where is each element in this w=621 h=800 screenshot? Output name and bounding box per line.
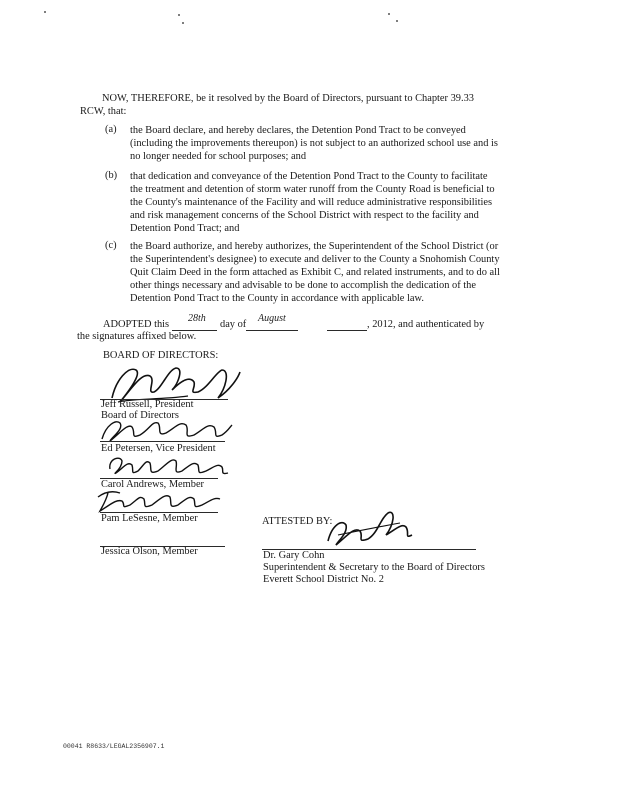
scan-mark <box>44 11 46 13</box>
resolution-item-b <box>130 170 510 236</box>
attest-label: ATTESTED BY: <box>262 516 333 527</box>
scan-mark <box>182 22 184 24</box>
member-name: Pam LeSesne, Member <box>101 513 198 524</box>
adopted-year: , 2012, and authenticated by <box>367 319 485 330</box>
item-letter: (b) <box>105 170 118 181</box>
item-line: (including the improvements thereupon) is not subject to an authorized school use and is <box>130 138 498 150</box>
scan-mark <box>178 14 180 16</box>
item-line: Detention Pond Tract; and <box>130 223 240 235</box>
adopted-prefix: ADOPTED this <box>103 319 170 330</box>
attest-title: Superintendent & Secretary to the Board of Directors <box>263 562 485 573</box>
item-letter: (c) <box>105 240 117 251</box>
member-name: Carol Andrews, Member <box>101 479 205 490</box>
adopted-month: August <box>258 313 286 324</box>
item-line: the Board authorize, and hereby authorizes, the Superintendent of the School District (or <box>130 241 499 252</box>
adopted-day: 28th <box>188 313 206 324</box>
item-line: that dedication and conveyance of the Detention Pond Tract to the County to facilitate <box>130 171 488 182</box>
item-line: no longer needed for school purposes; and <box>130 151 307 163</box>
resolution-intro <box>80 92 550 118</box>
scan-mark <box>396 20 398 22</box>
signature-line <box>100 441 225 442</box>
member-name: Jessica Olson, Member <box>101 546 198 557</box>
resolution-item-c <box>130 240 510 306</box>
intro-line: RCW, that: <box>80 106 127 118</box>
item-line: Detention Pond Tract to the County in accordance with applicable law. <box>130 293 424 305</box>
resolution-item-a <box>130 124 510 163</box>
intro-line: NOW, THEREFORE, be it resolved by the Board of Directors, pursuant to Chapter 39.33 <box>102 93 474 104</box>
board-heading: BOARD OF DIRECTORS: <box>103 350 219 361</box>
month-blank <box>246 330 298 331</box>
item-line: the Board declare, and hereby declares, the Detention Pond Tract to be conveyed <box>130 125 466 136</box>
signature-andrews <box>102 451 237 481</box>
item-line: and risk management concerns of the School District with respect to the facility and <box>130 210 479 222</box>
item-line: the treatment and detention of storm water runoff from the County Road is beneficial to <box>130 184 495 196</box>
attest-district: Everett School District No. 2 <box>263 574 384 585</box>
item-line: the County's maintenance of the Facility and will reduce administrative responsibilities <box>130 197 492 209</box>
footer-doc-code: 00041 R8633/LEGAL2356907.1 <box>63 743 165 750</box>
attest-name: Dr. Gary Cohn <box>263 550 325 561</box>
member-subtitle: Board of Directors <box>101 410 179 421</box>
adopted-day-of: day of <box>220 319 247 330</box>
member-name: Jeff Russell, President <box>101 399 194 410</box>
scan-mark <box>388 13 390 15</box>
item-line: Quit Claim Deed in the form attached as Exhibit C, and related instruments, and to do all <box>130 267 500 279</box>
item-line: other things necessary and advisable to be done to accomplish the dedication of the <box>130 280 476 292</box>
year-blank <box>327 330 367 331</box>
item-line: the Superintendent's designee) to execute and deliver to the County a Snohomish County <box>130 254 500 266</box>
adopted-second-line: the signatures affixed below. <box>77 331 197 342</box>
member-name: Ed Petersen, Vice President <box>101 443 216 454</box>
signature-cohn <box>318 505 418 551</box>
item-letter: (a) <box>105 124 117 135</box>
signature-lesesne <box>92 485 227 515</box>
